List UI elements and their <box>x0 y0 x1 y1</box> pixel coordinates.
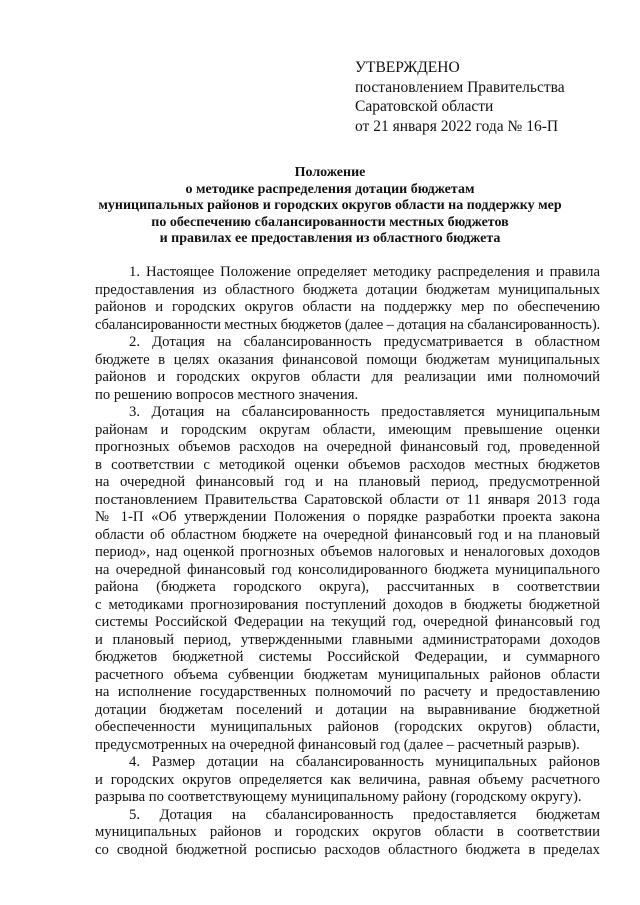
paragraph-line: районов и городских округов области для реализации ими полномочий <box>95 369 600 385</box>
title-line: и правилах ее предоставления из областного бюджета <box>159 231 501 246</box>
paragraph-line: муниципальных районов и городских округов области в соответствии <box>95 824 600 840</box>
paragraph-line: и городских округов определяется как величина, равная объему расчетного <box>95 771 600 788</box>
paragraph-line: области об областном бюджете на очередной финансовый год и на плановый <box>95 526 600 543</box>
paragraph-line: района (бюджета городского округа), рассчитанных в соответствии <box>95 579 600 595</box>
approval-block <box>355 58 625 136</box>
paragraph-line: системы Российской Федерации на текущий год, очередной финансовый год <box>95 614 600 630</box>
paragraph-line: бюджетов бюджетной системы Российской Федерации, и суммарного <box>95 649 600 665</box>
paragraph-line: 4. Размер дотации на сбалансированность муниципальных районов <box>129 754 600 770</box>
paragraph-line: по решению вопросов местного значения. <box>95 386 359 403</box>
paragraph-line: предусмотренных на очередной финансовый год (далее – расчетный разрыв). <box>95 736 580 753</box>
approval-line: от 21 января 2022 года № 16-П <box>355 117 559 135</box>
title-line: по обеспечению сбалансированности местных бюджетов <box>151 214 509 230</box>
paragraph-line: на очередной финансовый год консолидированного бюджета муниципального <box>95 561 600 578</box>
paragraph-line: 1. Настоящее Положение определяет методику распределения и правила <box>129 264 600 280</box>
paragraph-line: с методиками прогнозирования поступлений доходов в бюджеты бюджетной <box>95 596 600 613</box>
approval-stamp: УТВЕРЖДЕНО <box>355 59 460 76</box>
paragraph-line: и плановый период, утвержденными главными администраторами доходов <box>95 631 600 648</box>
paragraph-line: районов и городских округов области на поддержку мер по обеспечению <box>95 299 600 315</box>
paragraph-line: постановлением Правительства Саратовской области от 11 января 2013 года <box>95 491 600 508</box>
title-line: Положение <box>294 165 366 180</box>
paragraph-line: 3. Дотация на сбалансированность предоставляется муниципальным <box>129 404 600 420</box>
paragraph-line: расчетного объема субвенции бюджетам муниципальных районов области <box>95 666 600 683</box>
paragraph-line: сбалансированности местных бюджетов (далее – дотация на сбалансированность). <box>95 316 601 333</box>
paragraph-line: 5. Дотация на сбалансированность предоставляется бюджетам <box>129 806 600 823</box>
paragraph-5 <box>95 807 600 860</box>
paragraph-line: 2. Дотация на сбалансированность предусматривается в областном <box>129 334 600 350</box>
paragraph-line: № 1-П «Об утверждении Положения о порядке разработки проекта закона <box>95 509 600 525</box>
paragraph-3 <box>95 404 600 754</box>
paragraph-2 <box>95 334 600 404</box>
paragraph-line: со сводной бюджетной росписью расходов областного бюджета в пределах <box>95 841 600 858</box>
approval-line: Саратовской области <box>355 98 494 115</box>
paragraph-4 <box>95 754 600 807</box>
paragraph-line: разрыва по соответствующему муниципальному району (городскому округу). <box>95 789 582 805</box>
paragraph-line: предоставления из областного бюджета дотации бюджетам муниципальных <box>95 281 600 298</box>
title-line: о методике распределения дотации бюджетам <box>185 181 475 197</box>
document-body <box>95 264 600 859</box>
paragraph-line: в соответствии с методикой оценки объемов расходов местных бюджетов <box>95 456 600 473</box>
paragraph-line: на очередной финансовый год и на плановый период, предусмотренной <box>95 474 600 490</box>
paragraph-line: бюджете в целях оказания финансовой помощи бюджетам муниципальных <box>95 351 600 368</box>
paragraph-line: на исполнение государственных полномочий по расчету и предоставлению <box>95 684 600 700</box>
paragraph-line: районам и городским округам области, имеющим превышение оценки <box>95 421 600 438</box>
paragraph-1 <box>95 264 600 334</box>
approval-line: постановлением Правительства <box>355 78 565 96</box>
title-line: муниципальных районов и городских округов области на поддержку мер <box>98 198 562 213</box>
paragraph-line: прогнозных объемов расходов на очередной финансовый год, проведенной <box>95 439 600 455</box>
document-title <box>60 165 600 248</box>
paragraph-line: период», над оценкой прогнозных объемов налоговых и неналоговых доходов <box>95 544 600 560</box>
paragraph-line: обеспеченности муниципальных районов (городских округов) области, <box>95 719 600 735</box>
paragraph-line: дотации бюджетам поселений и дотации на выравнивание бюджетной <box>95 701 600 718</box>
